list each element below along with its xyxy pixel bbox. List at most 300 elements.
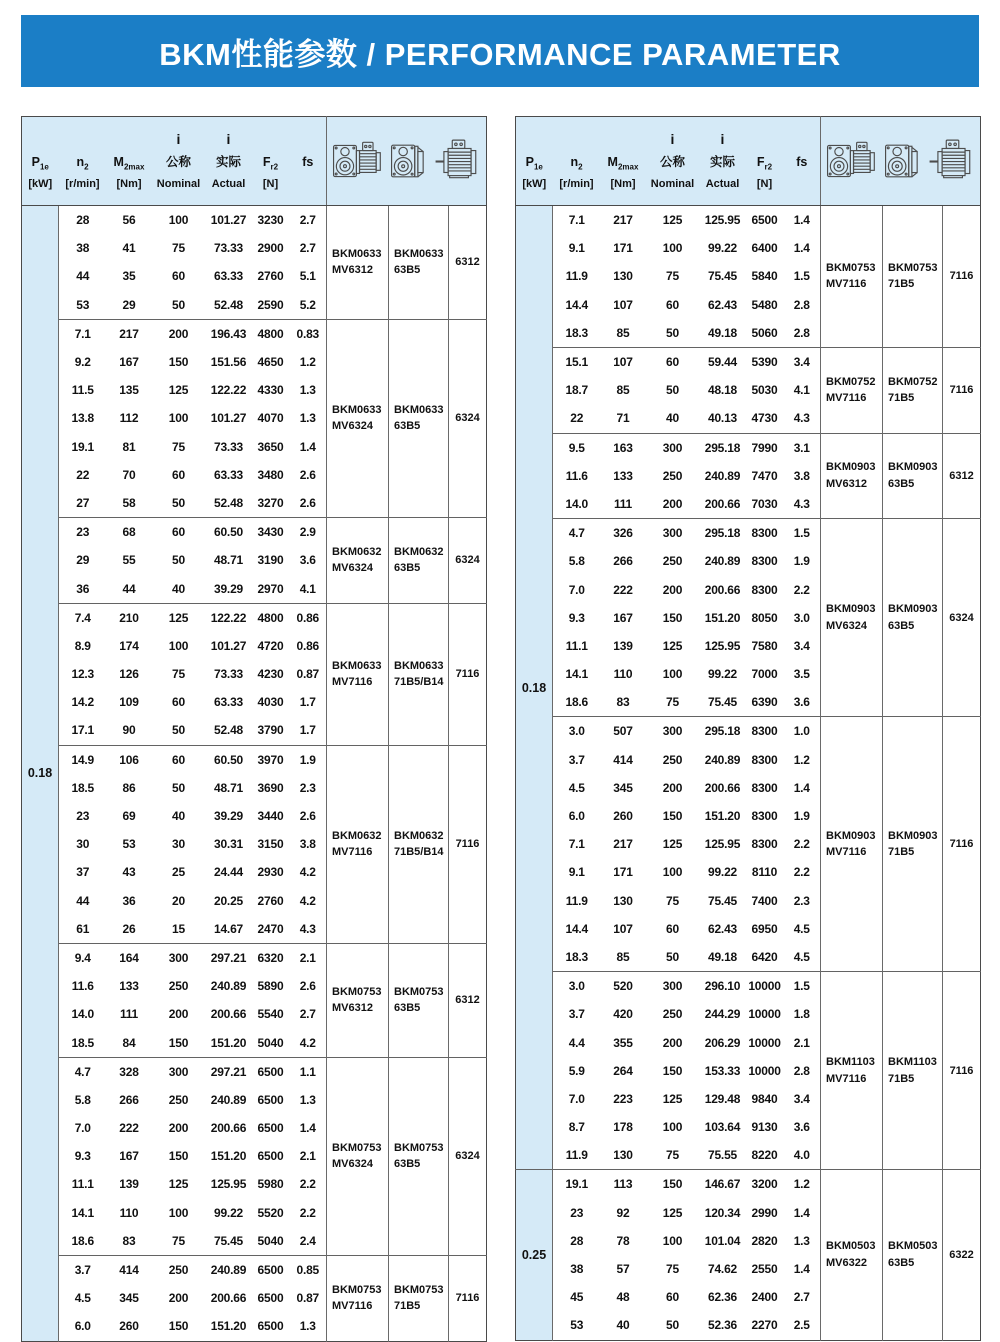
table-header xyxy=(22,117,487,206)
gearmotor-model-line: MV6312 xyxy=(332,264,373,277)
bearing-cell: 6312 xyxy=(943,433,981,519)
data-cell: 78 xyxy=(616,1233,630,1248)
data-cell: 4800 xyxy=(252,319,290,348)
data-cell: 14.2 xyxy=(71,695,95,710)
data-cell: 260 xyxy=(613,809,633,824)
data-cell: 1.3 xyxy=(299,1092,316,1107)
data-cell: 73.33 xyxy=(213,241,244,256)
data-cell: 107 xyxy=(613,297,633,312)
data-cell: 4.3 xyxy=(299,921,316,936)
motor-variant-line: 63B5 xyxy=(394,1158,421,1171)
table-row xyxy=(22,603,487,632)
data-cell: 10000 xyxy=(748,1007,781,1022)
data-cell: 18.5 xyxy=(71,780,95,795)
bearing-cell: 7116 xyxy=(943,347,981,433)
gearmotor-model-cell xyxy=(327,1057,389,1255)
data-cell: 2.2 xyxy=(793,865,810,880)
data-cell: 295.18 xyxy=(700,717,746,746)
data-cell: 4070 xyxy=(257,411,284,426)
data-cell: 11.9 xyxy=(565,269,588,284)
data-cell: 9.1 xyxy=(568,241,585,256)
data-cell: 11.5 xyxy=(71,383,94,398)
motor-variant-line: 63B5 xyxy=(394,420,421,433)
data-cell: 26 xyxy=(122,921,136,936)
data-cell: 2.2 xyxy=(793,837,810,852)
data-cell: 2970 xyxy=(257,581,284,596)
data-cell: 7.0 xyxy=(74,1121,91,1136)
data-cell: 3790 xyxy=(257,723,284,738)
data-cell: 4.5 xyxy=(74,1291,91,1306)
gearmotor-model-line: BKM0633 xyxy=(332,403,382,416)
data-cell: 83 xyxy=(616,695,630,710)
motor-variant-line: BKM0633 xyxy=(394,659,444,672)
data-cell: 75 xyxy=(666,695,679,710)
data-cell: 99.22 xyxy=(707,667,738,682)
motor-variant-line: 63B5 xyxy=(888,1256,915,1269)
data-cell: 35 xyxy=(122,269,136,284)
data-cell: 5.8 xyxy=(74,1092,91,1107)
data-cell: 14.4 xyxy=(565,297,589,312)
worm-gearbox-flange-icon xyxy=(390,130,430,192)
data-cell: 8110 xyxy=(751,865,778,880)
data-cell: 2.6 xyxy=(299,809,316,824)
data-cell: 4720 xyxy=(257,638,284,653)
data-cell: 100 xyxy=(168,213,189,228)
data-cell: 75.45 xyxy=(707,269,738,284)
data-cell: 1.1 xyxy=(290,1057,327,1086)
data-cell: 1.4 xyxy=(793,1205,810,1220)
data-cell: 1.3 xyxy=(793,1233,810,1248)
data-cell: 9.3 xyxy=(568,610,585,625)
data-cell: 23 xyxy=(76,809,90,824)
data-cell: 111 xyxy=(119,1007,139,1022)
data-cell: 14.9 xyxy=(59,745,107,774)
data-cell: 28 xyxy=(76,213,90,228)
data-cell: 3.6 xyxy=(793,1120,810,1135)
data-cell: 4.0 xyxy=(793,1148,810,1163)
data-cell: 135 xyxy=(119,383,139,398)
data-cell: 75.45 xyxy=(707,893,738,908)
data-cell: 48.18 xyxy=(707,383,738,398)
data-cell: 266 xyxy=(119,1092,139,1107)
data-cell: 4650 xyxy=(257,355,284,370)
motor-variant-line: BKM0752 xyxy=(888,375,938,388)
data-cell: 3190 xyxy=(257,553,284,568)
data-cell: 3200 xyxy=(746,1170,784,1199)
data-cell: 139 xyxy=(119,1177,139,1192)
data-cell: 92 xyxy=(616,1205,630,1220)
data-cell: 2.3 xyxy=(793,893,810,908)
data-cell: 40 xyxy=(172,809,185,824)
gearmotor-model-cell xyxy=(821,206,883,348)
data-cell: 4730 xyxy=(751,411,778,426)
gearmotor-model-cell xyxy=(821,1170,883,1340)
table-row xyxy=(22,1057,487,1086)
data-cell: 75.45 xyxy=(213,1233,244,1248)
motor-variant-line: 63B5 xyxy=(394,264,421,277)
data-cell: 5.1 xyxy=(299,269,316,284)
data-cell: 5520 xyxy=(257,1205,284,1220)
data-cell: 7580 xyxy=(751,638,778,653)
motor-variant-cell xyxy=(389,1057,449,1255)
worm-gearmotor-icon xyxy=(826,130,880,192)
gearmotor-model-line: MV6324 xyxy=(332,562,373,575)
data-cell: 2270 xyxy=(751,1318,778,1333)
data-cell: 48.71 xyxy=(213,553,244,568)
gearmotor-model-line: BKM0903 xyxy=(826,461,876,474)
motor-variant-line: 63B5 xyxy=(394,562,421,575)
data-cell: 200 xyxy=(168,1121,189,1136)
data-cell: 103.64 xyxy=(704,1120,741,1135)
data-cell: 1.4 xyxy=(299,1121,316,1136)
data-cell: 146.67 xyxy=(700,1170,746,1199)
data-cell: 5890 xyxy=(257,979,284,994)
bearing-cell: 7116 xyxy=(449,603,487,745)
data-cell: 38 xyxy=(570,1262,584,1277)
data-cell: 2.8 xyxy=(793,325,810,340)
motor-variant-cell xyxy=(389,943,449,1057)
data-cell: 14.0 xyxy=(71,1007,95,1022)
data-cell: 106 xyxy=(107,745,152,774)
motor-icon xyxy=(928,130,976,192)
data-cell: 14.4 xyxy=(565,921,589,936)
motor-variant-line: 63B5 xyxy=(888,477,915,490)
data-cell: 40 xyxy=(666,411,679,426)
data-cell: 7.1 xyxy=(568,213,585,228)
data-cell: 196.43 xyxy=(206,319,252,348)
data-cell: 153.33 xyxy=(704,1063,741,1078)
data-cell: 1.2 xyxy=(793,752,810,767)
data-cell: 250 xyxy=(662,1007,683,1022)
data-cell: 18.6 xyxy=(71,1233,95,1248)
data-cell: 150 xyxy=(662,610,683,625)
data-cell: 40.13 xyxy=(707,411,738,426)
data-cell: 15 xyxy=(172,921,185,936)
data-cell: 1.9 xyxy=(290,745,327,774)
motor-variant-line: 63B5 xyxy=(888,619,915,632)
data-cell: 8300 xyxy=(751,809,778,824)
data-cell: 22 xyxy=(570,411,584,426)
data-cell: 295.18 xyxy=(700,519,746,548)
data-cell: 107 xyxy=(601,347,646,376)
data-cell: 1.4 xyxy=(793,1262,810,1277)
gearmotor-model-line: BKM0632 xyxy=(332,829,382,842)
column-header-i-nominal: i 公称 Nominal xyxy=(152,117,206,206)
data-cell: 240.89 xyxy=(210,979,247,994)
data-cell: 3.8 xyxy=(793,468,810,483)
data-cell: 6500 xyxy=(257,1149,284,1164)
header-top xyxy=(22,127,59,151)
data-cell: 150 xyxy=(662,809,683,824)
gearmotor-model-line: BKM0753 xyxy=(826,261,876,274)
data-cell: 2590 xyxy=(257,297,284,312)
bearing-cell: 7116 xyxy=(449,745,487,943)
power-value-cell: 0.25 xyxy=(516,1170,553,1340)
data-cell: 125 xyxy=(662,213,683,228)
data-cell: 171 xyxy=(613,865,633,880)
data-cell: 75 xyxy=(172,667,185,682)
bearing-cell: 6312 xyxy=(449,943,487,1057)
data-cell: 297.21 xyxy=(206,943,252,972)
data-cell: 18.7 xyxy=(565,383,589,398)
motor-variant-line: 63B5 xyxy=(394,1002,421,1015)
motor-variant-line: BKM0633 xyxy=(394,247,444,260)
gearmotor-model-line: BKM0903 xyxy=(826,603,876,616)
data-cell: 355 xyxy=(613,1035,633,1050)
data-cell: 4800 xyxy=(252,603,290,632)
gearmotor-model-cell xyxy=(821,433,883,519)
worm-gearbox-flange-icon xyxy=(884,130,924,192)
data-cell: 125.95 xyxy=(704,638,741,653)
gearmotor-model-line: BKM0752 xyxy=(826,375,876,388)
data-cell: 60 xyxy=(172,467,185,482)
data-cell: 2930 xyxy=(257,865,284,880)
data-cell: 110 xyxy=(119,1205,139,1220)
data-cell: 0.83 xyxy=(290,319,327,348)
power-value-cell: 0.18 xyxy=(516,206,553,1170)
data-cell: 99.22 xyxy=(707,865,738,880)
data-cell: 151.56 xyxy=(210,355,247,370)
data-cell: 120.34 xyxy=(704,1205,741,1220)
motor-variant-line: BKM0903 xyxy=(888,603,938,616)
data-cell: 250 xyxy=(662,468,683,483)
table-row xyxy=(22,518,487,547)
data-cell: 8300 xyxy=(746,519,784,548)
data-cell: 100 xyxy=(662,241,683,256)
data-cell: 6500 xyxy=(257,1092,284,1107)
data-cell: 240.89 xyxy=(210,1092,247,1107)
data-cell: 1.0 xyxy=(784,717,821,746)
data-cell: 122.22 xyxy=(206,603,252,632)
column-header-m2max: $M_{2max}$ [Nm] xyxy=(107,117,152,206)
data-cell: 4230 xyxy=(257,667,284,682)
data-cell: 125 xyxy=(662,1205,683,1220)
data-cell: 151.20 xyxy=(210,1149,247,1164)
data-cell: 240.89 xyxy=(704,752,741,767)
data-cell: 3.6 xyxy=(299,553,316,568)
data-cell: 206.29 xyxy=(704,1035,741,1050)
data-cell: 4.1 xyxy=(793,383,810,398)
data-cell: 4.5 xyxy=(793,921,810,936)
data-cell: 240.89 xyxy=(704,554,741,569)
motor-variant-cell xyxy=(883,433,943,519)
data-cell: 260 xyxy=(119,1319,139,1334)
header-row xyxy=(22,117,487,206)
motor-icons-header xyxy=(327,117,487,206)
data-cell: 4330 xyxy=(257,383,284,398)
data-cell: 12.3 xyxy=(71,667,95,682)
data-cell: 63.33 xyxy=(213,695,244,710)
data-cell: 2.3 xyxy=(299,780,316,795)
data-cell: 43 xyxy=(122,865,136,880)
data-cell: 71 xyxy=(616,411,630,426)
data-cell: 60 xyxy=(152,745,206,774)
data-cell: 1.7 xyxy=(299,723,316,738)
data-cell: 60 xyxy=(666,1290,679,1305)
data-cell: 1.4 xyxy=(793,213,810,228)
data-cell: 1.3 xyxy=(299,411,316,426)
data-cell: 244.29 xyxy=(704,1007,741,1022)
data-cell: 2.1 xyxy=(290,943,327,972)
gearmotor-model-cell xyxy=(821,347,883,433)
data-cell: 5.9 xyxy=(568,1063,585,1078)
motor-icons-header xyxy=(821,117,981,206)
gearmotor-model-line: BKM0753 xyxy=(332,985,382,998)
data-cell: 222 xyxy=(119,1121,139,1136)
motor-variant-line: 71B5 xyxy=(888,278,915,291)
data-cell: 18.5 xyxy=(71,1035,95,1050)
motor-variant-cell xyxy=(883,1170,943,1340)
data-cell: 125 xyxy=(168,383,189,398)
data-cell: 3.4 xyxy=(793,638,810,653)
gearmotor-model-cell xyxy=(327,319,389,517)
data-cell: 171 xyxy=(613,241,633,256)
data-cell: 150 xyxy=(168,1319,189,1334)
data-cell: 7400 xyxy=(751,893,778,908)
data-cell: 49.18 xyxy=(707,325,738,340)
gearmotor-model-cell xyxy=(821,972,883,1170)
bearing-cell: 6324 xyxy=(449,518,487,604)
bearing-cell: 7116 xyxy=(943,717,981,972)
gearmotor-model-cell xyxy=(327,603,389,745)
data-cell: 19.1 xyxy=(553,1170,601,1199)
data-cell: 8300 xyxy=(746,717,784,746)
data-cell: 9130 xyxy=(751,1120,778,1135)
data-cell: 100 xyxy=(662,865,683,880)
data-cell: 111 xyxy=(613,496,633,511)
table-header xyxy=(516,117,981,206)
gearmotor-model-line: BKM0503 xyxy=(826,1240,876,1253)
data-cell: 420 xyxy=(613,1007,633,1022)
data-cell: 7000 xyxy=(751,667,778,682)
data-cell: 250 xyxy=(152,1255,206,1284)
data-cell: 264 xyxy=(613,1063,633,1078)
column-header-n2: $n_2$ [r/min] xyxy=(553,117,601,206)
data-cell: 6420 xyxy=(751,949,778,964)
data-cell: 59.44 xyxy=(700,347,746,376)
motor-variant-line: 71B5/B14 xyxy=(394,676,444,689)
data-cell: 6500 xyxy=(252,1057,290,1086)
data-cell: 150 xyxy=(662,1063,683,1078)
table-body xyxy=(22,206,487,1342)
data-cell: 60.50 xyxy=(206,518,252,547)
data-cell: 2760 xyxy=(257,893,284,908)
motor-variant-cell xyxy=(883,717,943,972)
motor-variant-line: BKM0753 xyxy=(394,985,444,998)
data-cell: 30 xyxy=(76,837,90,852)
data-cell: 174 xyxy=(119,638,139,653)
table-row xyxy=(516,1170,981,1199)
data-cell: 7.4 xyxy=(59,603,107,632)
data-cell: 3.7 xyxy=(59,1255,107,1284)
table-row xyxy=(516,519,981,548)
motor-variant-line: 71B5 xyxy=(888,846,915,859)
motor-variant-line: BKM0903 xyxy=(888,461,938,474)
data-cell: 37 xyxy=(76,865,90,880)
bearing-cell: 6322 xyxy=(943,1170,981,1340)
bearing-cell: 6312 xyxy=(449,206,487,320)
motor-variant-line: BKM0632 xyxy=(394,829,444,842)
motor-variant-line: BKM1103 xyxy=(888,1056,937,1069)
data-cell: 200 xyxy=(662,496,683,511)
data-cell: 8300 xyxy=(751,582,778,597)
motor-variant-line: BKM0503 xyxy=(888,1240,938,1253)
data-cell: 60 xyxy=(646,347,700,376)
data-cell: 163 xyxy=(601,433,646,462)
data-cell: 2.6 xyxy=(299,979,316,994)
data-cell: 1.4 xyxy=(299,439,316,454)
data-cell: 50 xyxy=(172,553,185,568)
data-cell: 1.3 xyxy=(299,1319,316,1334)
data-cell: 1.8 xyxy=(793,1007,810,1022)
data-cell: 3440 xyxy=(257,809,284,824)
performance-table-right xyxy=(515,116,981,1341)
data-cell: 7470 xyxy=(751,468,778,483)
data-cell: 36 xyxy=(122,893,136,908)
data-cell: 81 xyxy=(122,439,136,454)
data-cell: 48.71 xyxy=(213,780,244,795)
data-cell: 11.9 xyxy=(565,893,588,908)
data-cell: 150 xyxy=(168,1149,189,1164)
motor-variant-line: BKM0632 xyxy=(394,545,444,558)
data-cell: 3690 xyxy=(257,780,284,795)
data-cell: 200.66 xyxy=(704,780,741,795)
data-cell: 6500 xyxy=(257,1291,284,1306)
data-cell: 6400 xyxy=(751,241,778,256)
data-cell: 8220 xyxy=(751,1148,778,1163)
data-cell: 6390 xyxy=(751,695,778,710)
data-cell: 266 xyxy=(613,554,633,569)
data-cell: 2.8 xyxy=(793,1063,810,1078)
data-cell: 3.7 xyxy=(568,752,585,767)
table-row xyxy=(516,717,981,746)
data-cell: 125 xyxy=(152,603,206,632)
data-cell: 90 xyxy=(122,723,136,738)
data-cell: 3.4 xyxy=(793,1091,810,1106)
data-cell: 2.7 xyxy=(299,213,316,228)
gearmotor-model-line: BKM0632 xyxy=(332,545,382,558)
data-cell: 58 xyxy=(122,495,136,510)
data-cell: 5540 xyxy=(257,1007,284,1022)
motor-variant-line: BKM0903 xyxy=(888,829,938,842)
data-cell: 85 xyxy=(616,383,630,398)
column-header-i-actual: i 实际 Actual xyxy=(206,117,252,206)
data-cell: 240.89 xyxy=(704,468,741,483)
data-cell: 345 xyxy=(119,1291,139,1306)
gearmotor-model-line: MV6324 xyxy=(332,420,373,433)
data-cell: 217 xyxy=(107,319,152,348)
data-cell: 61 xyxy=(76,921,90,936)
data-cell: 6950 xyxy=(751,921,778,936)
data-cell: 9.4 xyxy=(59,943,107,972)
data-cell: 200 xyxy=(662,1035,683,1050)
data-cell: 40 xyxy=(172,581,185,596)
data-cell: 5.2 xyxy=(299,297,316,312)
data-cell: 4.2 xyxy=(299,893,316,908)
data-cell: 1.5 xyxy=(784,972,821,1001)
data-cell: 60 xyxy=(172,269,185,284)
data-cell: 45 xyxy=(570,1290,584,1305)
data-cell: 18.6 xyxy=(565,695,589,710)
data-cell: 250 xyxy=(662,752,683,767)
data-cell: 300 xyxy=(646,972,700,1001)
data-cell: 133 xyxy=(119,979,139,994)
bearing-cell: 6324 xyxy=(449,319,487,517)
data-cell: 75.45 xyxy=(707,695,738,710)
data-cell: 5060 xyxy=(751,325,778,340)
data-cell: 3.0 xyxy=(553,972,601,1001)
data-cell: 178 xyxy=(613,1120,633,1135)
